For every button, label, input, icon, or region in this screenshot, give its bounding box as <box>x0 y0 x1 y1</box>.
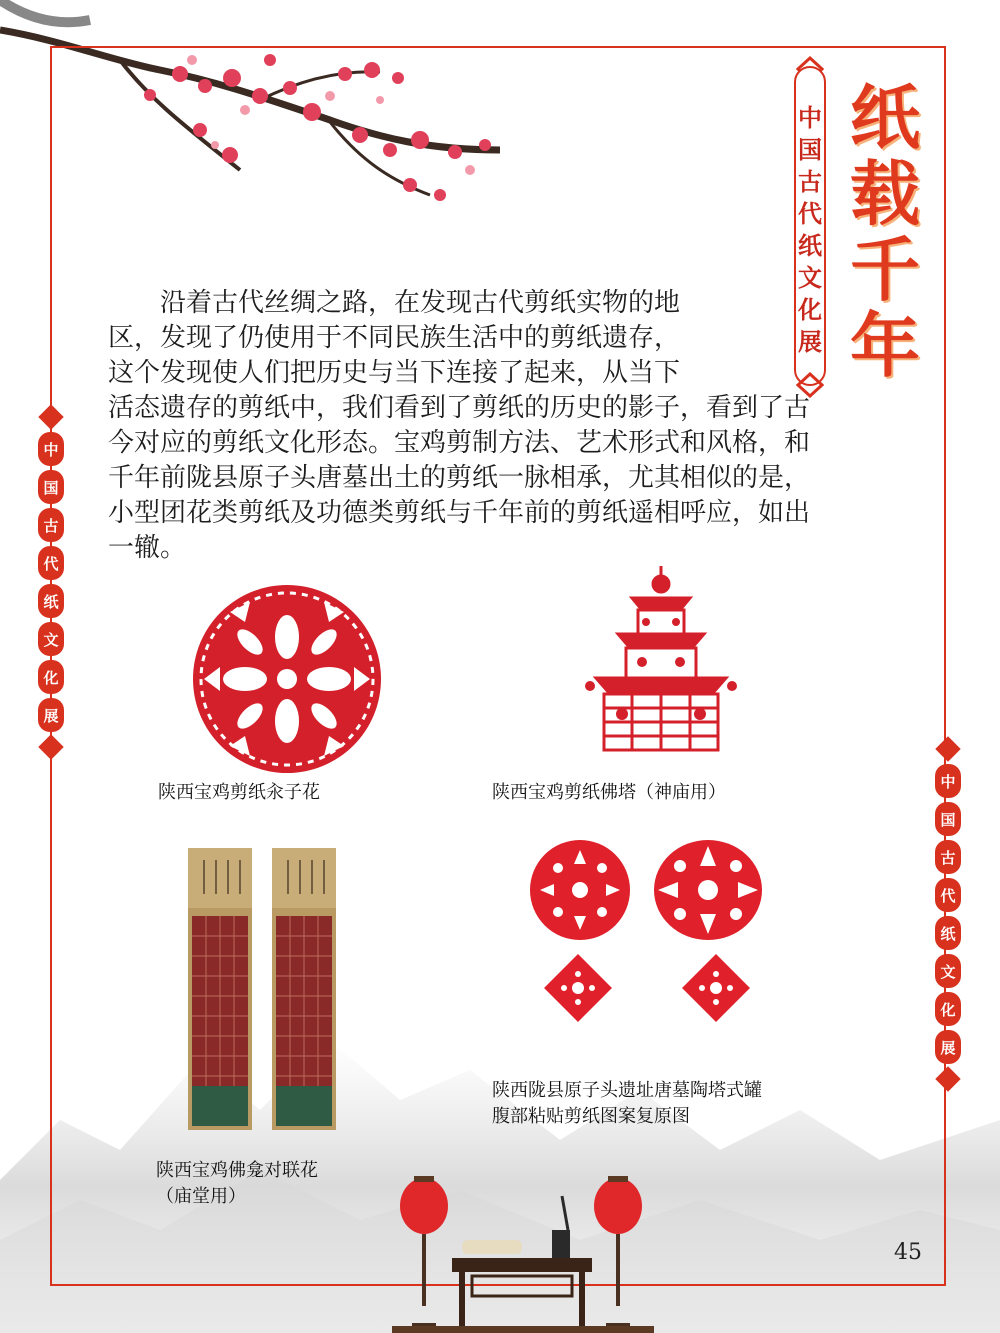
caption-longxian-line1: 陕西陇县原子头遗址唐墓陶塔式罐 <box>492 1080 762 1101</box>
banner-char: 展 <box>38 698 64 732</box>
banner-diamond <box>935 1066 960 1091</box>
title-char: 纸 <box>850 77 920 159</box>
body-paragraph <box>108 286 898 566</box>
right-side-banner <box>934 736 962 1092</box>
banner-char: 中 <box>38 432 64 466</box>
title-char: 年 <box>850 305 920 387</box>
banner-char: 代 <box>38 546 64 580</box>
banner-char: 化 <box>38 660 64 694</box>
subtitle-char: 纸 <box>798 231 822 260</box>
banner-char: 中 <box>935 764 961 798</box>
couplet-papercut-image <box>186 846 340 1132</box>
caption-couplet-line2: （庙堂用） <box>156 1186 246 1207</box>
body-line: 活态遗存的剪纸中，我们看到了剪纸的历史的影子，看到了古 <box>108 393 811 423</box>
body-line: 区，发现了仍使用于不同民族生活中的剪纸遗存， <box>108 323 681 353</box>
banner-char: 古 <box>38 508 64 542</box>
body-line: 千年前陇县原子头唐墓出土的剪纸一脉相承，尤其相似的是， <box>108 463 811 493</box>
banner-char: 古 <box>935 840 961 874</box>
subtitle-char: 古 <box>798 167 822 196</box>
banner-char: 代 <box>935 878 961 912</box>
body-line: 这个发现使人们把历史与当下连接了起来，从当下 <box>108 358 681 388</box>
pagoda-papercut-image <box>582 562 740 758</box>
banner-char: 展 <box>935 1030 961 1064</box>
subtitle-char: 化 <box>798 295 822 324</box>
subtitle-char: 展 <box>798 327 822 356</box>
banner-char: 纸 <box>935 916 961 950</box>
banner-char: 化 <box>935 992 961 1026</box>
banner-char: 国 <box>935 802 961 836</box>
body-line: 小型团花类剪纸及功德类剪纸与千年前的剪纸遥相呼应，如出 <box>108 498 811 528</box>
round-papercut-image <box>190 582 384 776</box>
banner-diamond <box>935 736 960 761</box>
subtitle-char: 文 <box>798 263 822 292</box>
page-number: 45 <box>894 1240 922 1265</box>
body-line: 沿着古代丝绸之路，在发现古代剪纸实物的地 <box>160 288 681 318</box>
lanterns-desk-illustration <box>392 1176 654 1333</box>
caption-tuanhua: 陕西宝鸡剪纸汆子花 <box>158 782 320 803</box>
banner-char: 国 <box>38 470 64 504</box>
banner-diamond <box>38 404 63 429</box>
left-side-banner <box>37 404 65 760</box>
title-char: 千 <box>850 229 920 311</box>
body-line: 一辙。 <box>108 533 187 563</box>
subtitle-char: 代 <box>798 199 822 228</box>
caption-couplet-line1: 陕西宝鸡佛龛对联花 <box>156 1160 318 1181</box>
caption-pagoda: 陕西宝鸡剪纸佛塔（神庙用） <box>492 782 726 803</box>
title-char: 载 <box>850 153 920 235</box>
banner-char: 文 <box>935 954 961 988</box>
caption-longxian-line2: 腹部粘贴剪纸图案复原图 <box>492 1106 690 1127</box>
subtitle-char: 国 <box>798 135 822 164</box>
banner-char: 纸 <box>38 584 64 618</box>
longxian-papercuts-image <box>528 834 768 1034</box>
banner-char: 文 <box>38 622 64 656</box>
subtitle-char: 中 <box>798 103 822 132</box>
body-line: 今对应的剪纸文化形态。宝鸡剪制方法、艺术形式和风格，和 <box>108 428 811 458</box>
banner-diamond <box>38 734 63 759</box>
